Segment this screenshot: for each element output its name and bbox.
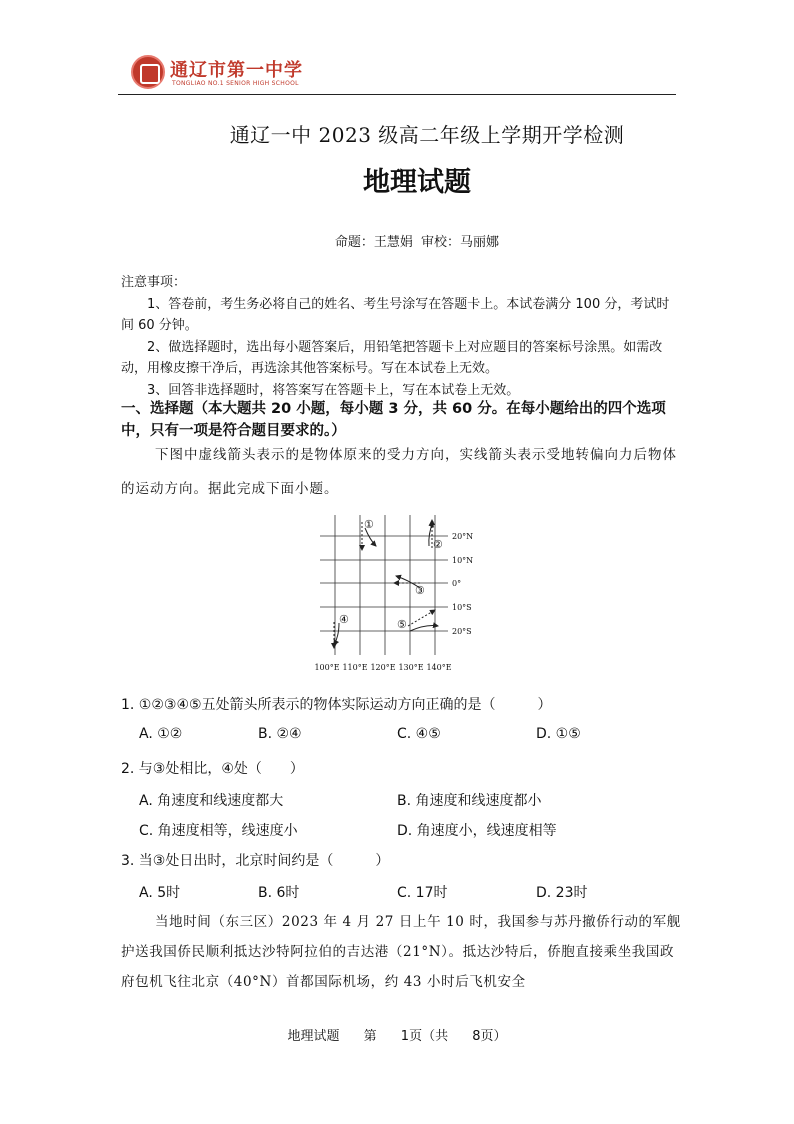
question-3-stem: 3. 当③处日出时，北京时间约是（ ） bbox=[121, 853, 390, 869]
school-logo bbox=[131, 55, 165, 89]
marker-2: ② bbox=[433, 538, 443, 551]
question-1-option-d: D. ①⑤ bbox=[536, 726, 581, 742]
lat-label: 10°S bbox=[452, 603, 472, 612]
question-2-option-b: B. 角速度和线速度都小 bbox=[397, 793, 542, 809]
lon-label: 100°E bbox=[314, 663, 340, 672]
passage-text: 当地时间（东三区）2023 年 4 月 27 日上午 10 时，我国参与苏丹撤侨行动的军舰护送我国侨民顺利抵达沙特阿拉伯的吉达港（21°N）。抵达沙特后，侨胞直接乘坐我国政府包机飞往北京（40°N）首都国际机场，约 43 小时后飞机安全 bbox=[121, 914, 681, 990]
notes-block bbox=[121, 272, 681, 401]
school-name: 通辽市第一中学 bbox=[170, 60, 303, 81]
question-2-option-d: D. 角速度小，线速度相等 bbox=[397, 823, 557, 839]
note-item: 3、回答非选择题时，将答案写在答题卡上，写在本试卷上无效。 bbox=[147, 382, 520, 398]
subject-title: 地理试题 bbox=[363, 167, 471, 198]
question-1-option-c: C. ④⑤ bbox=[397, 726, 441, 742]
lat-label: 10°N bbox=[452, 556, 474, 565]
lon-label: 110°E bbox=[342, 663, 368, 672]
question-1-option-a: A. ①② bbox=[139, 726, 183, 742]
question-2-option-a: A. 角速度和线速度都大 bbox=[139, 793, 284, 809]
header-divider bbox=[118, 94, 676, 95]
question-2-option-c: C. 角速度相等，线速度小 bbox=[139, 823, 298, 839]
lat-label: 20°S bbox=[452, 627, 472, 636]
lon-label: 130°E bbox=[398, 663, 424, 672]
school-name-en: TONGLIAO NO.1 SENIOR HIGH SCHOOL bbox=[172, 80, 299, 87]
question-1-stem: 1. ①②③④⑤五处箭头所表示的物体实际运动方向正确的是（ ） bbox=[121, 697, 552, 713]
exam-title: 通辽一中 2023 级高二年级上学期开学检测 bbox=[229, 123, 625, 147]
question-3-option-a: A. 5时 bbox=[139, 885, 181, 901]
section-title: 一、选择题（本大题共 20 小题，每小题 3 分，共 60 分。在每小题给出的四个选项中，只有一项是符合题目要求的。） bbox=[121, 401, 666, 439]
lat-label: 20°N bbox=[452, 532, 474, 541]
lat-label: 0° bbox=[452, 579, 462, 588]
marker-4: ④ bbox=[339, 613, 349, 626]
lon-label: 140°E bbox=[426, 663, 452, 672]
question-1-option-b: B. ②④ bbox=[258, 726, 302, 742]
question-3-option-c: C. 17时 bbox=[397, 885, 448, 901]
lon-label: 120°E bbox=[370, 663, 396, 672]
authors-line: 命题：王慧娟 审校：马丽娜 bbox=[334, 235, 500, 250]
question-3-option-d: D. 23时 bbox=[536, 885, 588, 901]
footer-subject: 地理试题 bbox=[287, 1029, 340, 1044]
question-3-option-b: B. 6时 bbox=[258, 885, 300, 901]
footer-page-number: 第 1页（共 8页） bbox=[363, 1029, 507, 1044]
note-item: 1、答卷前，考生务必将自己的姓名、考生号涂写在答题卡上。本试卷满分 100 分，考试时间 60 分钟。 bbox=[121, 296, 670, 333]
marker-1: ① bbox=[364, 518, 374, 531]
page-footer bbox=[0, 1025, 794, 1044]
marker-5: ⑤ bbox=[397, 618, 407, 631]
question-2-stem: 2. 与③处相比，④处（ ） bbox=[121, 761, 304, 777]
intro-text: 下图中虚线箭头表示的是物体原来的受力方向，实线箭头表示受地转偏向力后物体的运动方向。据此完成下面小题。 bbox=[121, 447, 677, 497]
notes-heading: 注意事项： bbox=[121, 275, 187, 290]
note-item: 2、做选择题时，选出每小题答案后，用铅笔把答题卡上对应题目的答案标号涂黑。如需改动，用橡皮擦干净后，再选涂其他答案标号。写在本试卷上无效。 bbox=[121, 339, 663, 376]
marker-3: ③ bbox=[415, 584, 425, 597]
coriolis-figure bbox=[310, 510, 480, 675]
